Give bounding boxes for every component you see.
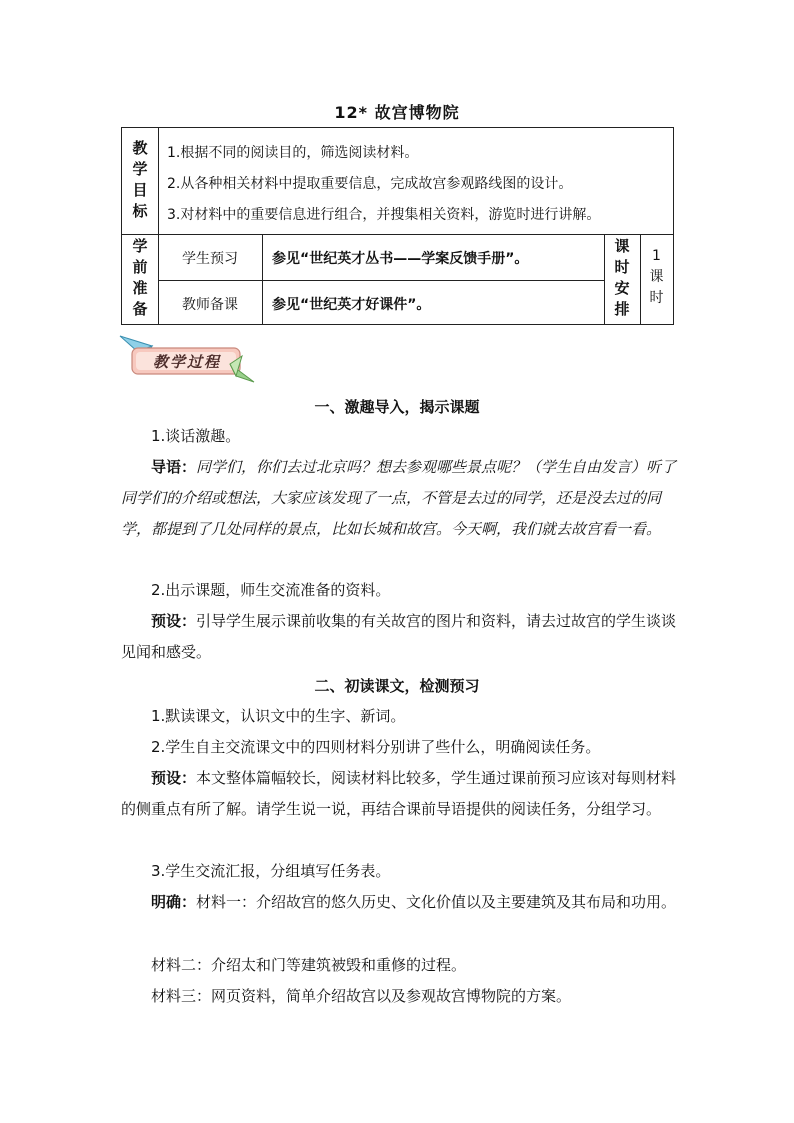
- schedule-label: [604, 236, 640, 320]
- intro-label: 导语：: [151, 458, 197, 476]
- badge-label: 教学过程: [152, 353, 221, 371]
- schedule-value: [640, 246, 673, 309]
- table-divider: [122, 234, 673, 235]
- label-char: 准: [132, 279, 148, 297]
- s2-preset-paragraph: [121, 763, 677, 825]
- page-title: 12* 故宫博物院: [334, 103, 460, 122]
- label-char: 时: [614, 258, 630, 276]
- schedule-char: 时: [649, 290, 664, 306]
- label-char: 学: [132, 160, 148, 178]
- table-divider: [262, 234, 263, 324]
- schedule-char: 课: [649, 269, 664, 285]
- goal-item-1: 1.根据不同的阅读目的，筛选阅读材料。: [167, 145, 419, 161]
- student-prep-value: 参见“世纪英才丛书——学案反馈手册”。: [272, 251, 529, 267]
- teaching-process-badge: [118, 330, 258, 386]
- preset-label: 预设：: [151, 769, 197, 787]
- label-char: 前: [132, 258, 148, 276]
- teacher-prep-label: 教师备课: [182, 297, 238, 313]
- label-char: 安: [614, 279, 630, 297]
- preset-text: 引导学生展示课前收集的有关故宫的图片和资料，请去过故宫的学生谈谈见闻和感受。: [121, 612, 677, 661]
- s1-item-2: 2.出示课题，师生交流准备的资料。: [151, 581, 391, 599]
- s2-clear-paragraph: [121, 887, 677, 918]
- s1-preset-paragraph: [121, 606, 677, 668]
- teacher-prep-value: 参见“世纪英才好课件”。: [272, 297, 431, 313]
- clear-label: 明确：: [151, 893, 197, 911]
- label-char: 教: [132, 139, 148, 157]
- s2-item-1: 1.默读课文，认识文中的生字、新词。: [151, 707, 406, 725]
- label-char: 目: [132, 181, 148, 199]
- label-char: 备: [132, 300, 148, 318]
- s2-item-3: 3.学生交流汇报，分组填写任务表。: [151, 862, 391, 880]
- s1-item-1: 1.谈话激趣。: [151, 427, 241, 445]
- s2-material-2: 材料二：介绍太和门等建筑被毁和重修的过程。: [151, 956, 467, 974]
- label-char: 学: [132, 237, 148, 255]
- label-char: 标: [132, 202, 148, 220]
- s2-material-3: 材料三：网页资料，简单介绍故宫以及参观故宫博物院的方案。: [151, 987, 572, 1005]
- clear-text: 材料一：介绍故宫的悠久历史、文化价值以及主要建筑及其布局和功用。: [196, 893, 677, 911]
- s1-intro-paragraph: [121, 452, 677, 545]
- section-heading-1: 一、激趣导入，揭示课题: [314, 398, 480, 416]
- preset-text: 本文整体篇幅较长，阅读材料比较多，学生通过课前预习应该对每则材料的侧重点有所了解。请学生说一说，再结合课前导语提供的阅读任务，分组学习。: [121, 769, 677, 818]
- schedule-char: 1: [652, 248, 661, 264]
- goal-item-2: 2.从各种相关材料中提取重要信息，完成故宫参观路线图的设计。: [167, 176, 573, 192]
- prep-label: [122, 236, 158, 320]
- lesson-info-table: [121, 127, 674, 325]
- goal-label: [122, 138, 158, 222]
- student-prep-label: 学生预习: [182, 251, 238, 267]
- table-divider: [158, 280, 604, 281]
- s2-item-2: 2.学生自主交流课文中的四则材料分别讲了些什么，明确阅读任务。: [151, 738, 601, 756]
- preset-label: 预设：: [151, 612, 197, 630]
- section-heading-2: 二、初读课文，检测预习: [314, 677, 480, 695]
- label-char: 排: [614, 300, 630, 318]
- goal-item-3: 3.对材料中的重要信息进行组合，并搜集相关资料，游览时进行讲解。: [167, 207, 601, 223]
- intro-text: 同学们，你们去过北京吗？想去参观哪些景点呢？（学生自由发言）听了同学们的介绍或想法，大家应该发现了一点，不管是去过的同学，还是没去过的同学，都提到了几处同样的景点，比如长城和故宫。今天啊，我们就去故宫看一看。: [121, 458, 677, 538]
- label-char: 课: [614, 237, 630, 255]
